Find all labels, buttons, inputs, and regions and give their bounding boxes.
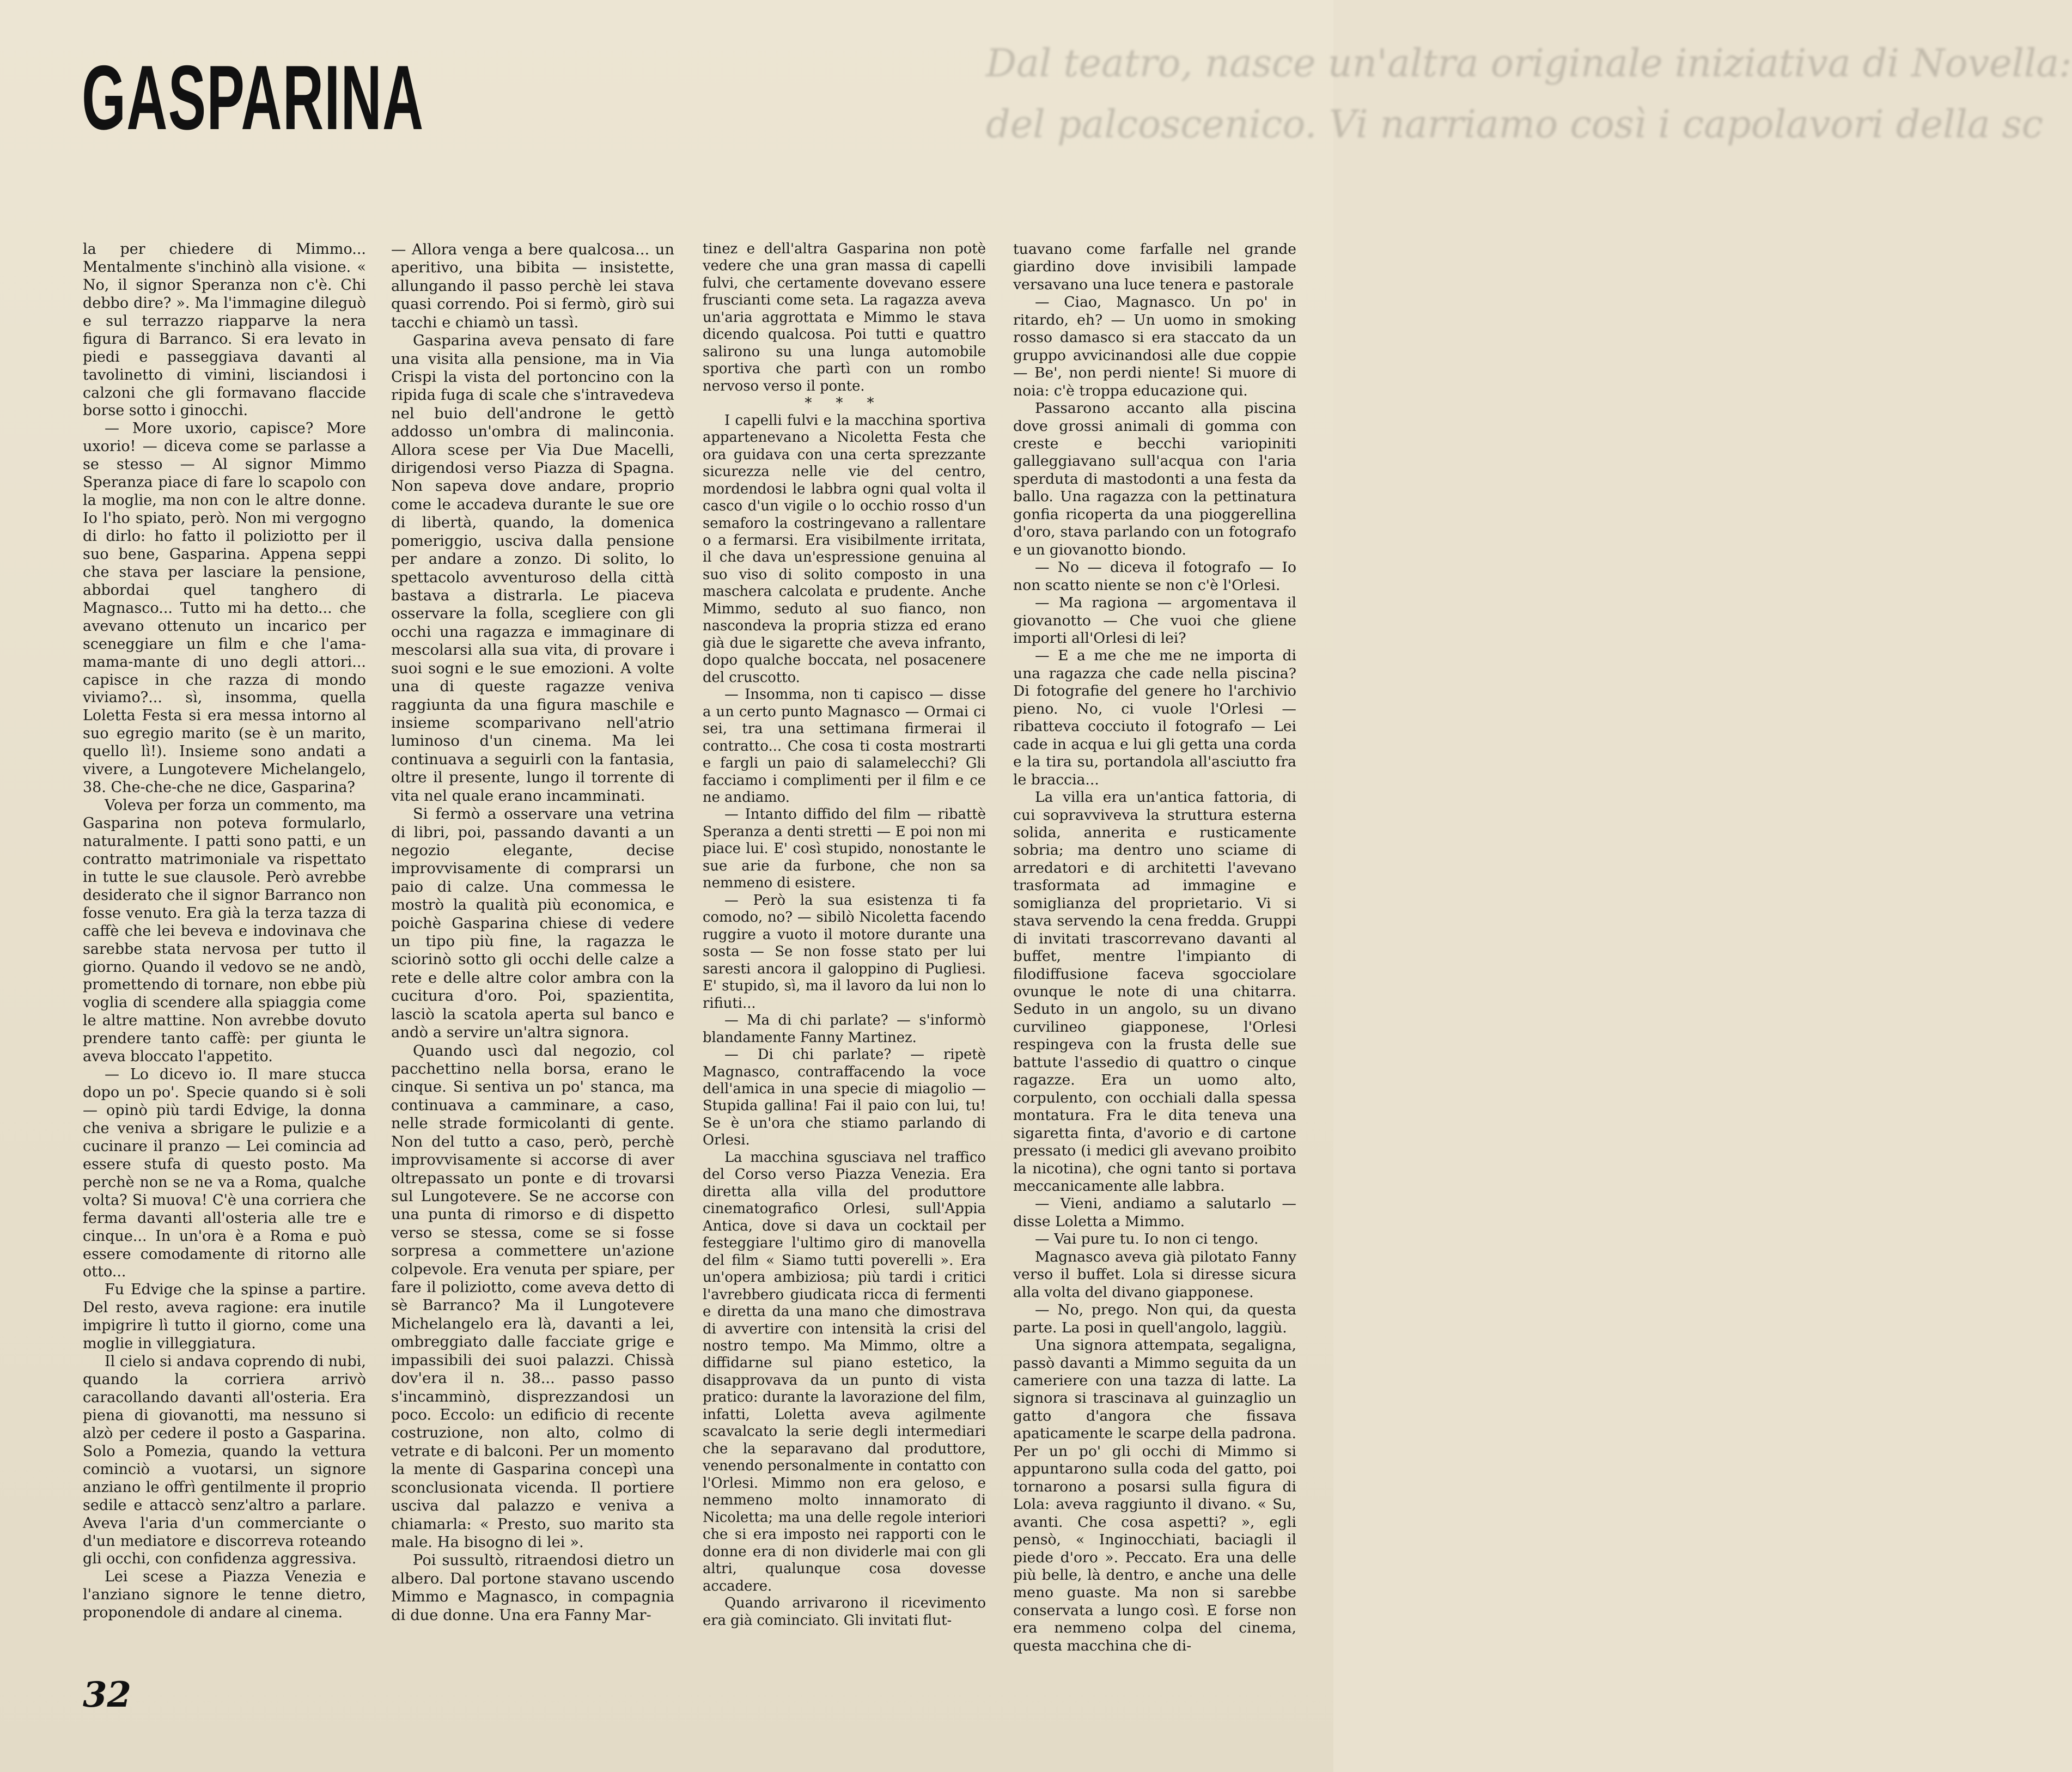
paragraph: Gasparina aveva pensato di fare una visita alla pensione, ma in Via Crispi la vista del portoncino con la ripida fuga di scale che s'intravedeva nel buio dell'androne le gettò addosso un'ombra di malinconia. Allora scese per Via Due Macelli, dirigendosi verso Piazza di Spagna. Non sapeva dove andare, proprio come le accadeva durante le sue ore di libertà, quando, la domenica pomeriggio, usciva dalla pensione per andare a zonzo. Di solito, lo spettacolo avventuroso della città bastava a distrarla. Le piaceva osservare la folla, scegliere con gli occhi una ragazza e immaginare di mescolarsi alla sua vita, di provare i suoi sogni e le sue emozioni. A volte una di queste ragazze veniva raggiunta da una figura maschile e insieme scomparivano nell'atrio luminoso d'un cinema. Ma lei continuava a seguirli con la fantasia, oltre il presente, lungo il torrente di vita nel quale erano incamminati. (391, 332, 674, 805)
text-column-3 (703, 241, 986, 1629)
paragraph: — E a me che me ne importa di una ragazza che cade nella piscina? Di fotografie del genere ho l'archivio pieno. No, ci vuole l'Orlesi — ribatteva cocciuto il fotografo — Lei cade in acqua e lui gli getta una corda e la tira su, portandola all'asciutto fra le braccia... (1013, 647, 1296, 788)
paragraph: La villa era un'antica fattoria, di cui sopravviveva la struttura esterna solida, annerita e rusticamente sobria; ma dentro uno sciame di arredatori e di architetti l'avevano trasformata ad immagine e somiglianza del proprietario. Vi si stava servendo la cena fredda. Gruppi di invitati trascorrevano davanti al buffet, mentre l'impianto di filodiffusione faceva sgocciolare ovunque le note di una chitarra. Seduto in un angolo, su un divano curvilineo giapponese, l'Orlesi respingeva con la frusta delle sue battute l'assedio di quattro o cinque ragazze. Era un uomo alto, corpulento, con occhiali dalla spessa montatura. Fra le dita teneva una sigaretta finta, d'avorio e di cartone pressato (i medici gli avevano proibito la nicotina), che ogni tanto si portava meccanicamente alle labbra. (1013, 789, 1296, 1195)
paragraph: — More uxorio, capisce? More uxorio! — diceva come se parlasse a se stesso — Al signor Mimmo Speranza piace di fare lo scapolo con la moglie, ma non con le altre donne. Io l'ho spiato, però. Non mi vergogno di dirlo: ho fatto il poliziotto per il suo bene, Gasparina. Appena seppi che stava per lasciare la pensione, abbordai quel tanghero di Magnasco... Tutto mi ha detto... che avevano ottenuto un incarico per sceneggiare un film e che l'ama-mama-mante di uno degli attori... capisce in che razza di mondo viviamo?... sì, insomma, quella Loletta Festa si era messa intorno al suo egregio marito (se è un marito, quello lì!). Insieme sono andati a vivere, a Lungotevere Michelangelo, 38. Che-che-che ne dice, Gasparina? (83, 420, 366, 796)
paragraph: — Ma ragiona — argomentava il giovanotto — Che vuoi che gliene importi all'Orlesi di lei? (1013, 594, 1296, 647)
paragraph: — Intanto diffido del film — ribattè Speranza a denti stretti — E poi non mi piace lui. E' così stupido, nonostante le sue arie da furbone, che non sa nemmeno di esistere. (703, 806, 986, 892)
paragraph: Passarono accanto alla piscina dove grossi animali di gomma con creste e becchi variopiniti galleggiavano sull'acqua con l'aria sperduta di mastodonti a una festa da ballo. Una ragazza con la pettinatura gonfia ricoperta da una pioggerellina d'oro, stava parlando con un fotografo e un giovanotto biondo. (1013, 400, 1296, 558)
faded-series-heading (986, 33, 2072, 155)
paragraph: Una signora attempata, segaligna, passò davanti a Mimmo seguita da un cameriere con una tazza di latte. La signora si trascinava al guinzaglio un gatto d'angora che fissava apaticamente le scarpe della padrona. Per un po' gli occhi di Mimmo si appuntarono sulla coda del gatto, poi tornarono a posarsi sulla figura di Lola: aveva raggiunto il divano. « Su, avanti. Che cosa aspetti? », egli pensò, « Inginocchiati, baciagli il piede d'oro ». Peccato. Era una delle più belle, là dentro, e anche una delle meno guaste. Ma non si sarebbe conservata a lungo così. E forse non era nemmeno colpa del cinema, questa macchina che di- (1013, 1337, 1296, 1654)
paragraph: La macchina sgusciava nel traffico del Corso verso Piazza Venezia. Era diretta alla villa del produttore cinematografico Orlesi, sull'Appia Antica, dove si dava un cocktail per festeggiare l'ultimo giro di manovella del film « Siamo tutti poverelli ». Era un'opera ambiziosa; più tardi i critici l'avrebbero giudicata ricca di fermenti e diretta da una mano che dimostrava di avvertire con intensità la crisi del nostro tempo. Ma Mimmo, oltre a diffidarne sul piano estetico, la disapprovava da un punto di vista pratico: durante la lavorazione del film, infatti, Loletta aveva agilmente scavalcato la serie degli intermediari che la separavano dal produttore, venendo personalmente in contatto con l'Orlesi. Mimmo non era geloso, e nemmeno molto innamorato di Nicoletta; ma una delle regole interiori che si era imposto nei rapporti con le donne era di non dividerle mai con gli altri, qualunque cosa dovesse accadere. (703, 1149, 986, 1594)
paragraph: — Ma di chi parlate? — s'informò blandamente Fanny Martinez. (703, 1012, 986, 1046)
paragraph: — No — diceva il fotografo — Io non scatto niente se non c'è l'Orlesi. (1013, 559, 1296, 594)
paragraph: Voleva per forza un commento, ma Gasparina non poteva formularlo, naturalmente. I patti sono patti, e un contratto matrimoniale va rispettato in tutte le sue clausole. Però avrebbe desiderato che il signor Barranco non fosse venuto. Era già la terza tazza di caffè che lei beveva e indovinava che sarebbe stata nervosa per tutto il giorno. Quando il vedovo se ne andò, promettendo di tornare, non ebbe più voglia di scendere alla spiaggia come le altre mattine. Non avrebbe dovuto prendere tanto caffè: per giunta le aveva bloccato l'appetito. (83, 797, 366, 1065)
paragraph: — Vieni, andiamo a salutarlo — disse Loletta a Mimmo. (1013, 1195, 1296, 1230)
paragraph: * * * (805, 395, 884, 412)
paragraph: — Lo dicevo io. Il mare stucca dopo un po'. Specie quando si è soli — opinò più tardi Edvige, la donna che veniva a sbrigare le pulizie e a cucinare il pranzo — Lei comincia ad essere stufa di questo posto. Ma perchè non se ne va a Roma, qualche volta? Si muova! C'è una corriera che ferma davanti all'osteria alle tre e cinque... In un'ora è a Roma e può essere comodamente di ritorno alle otto... (83, 1066, 366, 1281)
text-column-1 (83, 241, 366, 1622)
paragraph: Quando uscì dal negozio, col pacchettino nella borsa, erano le cinque. Si sentiva un po' stanca, ma continuava a camminare, a caso, nelle strade formicolanti di gente. Non del tutto a caso, però, perchè improvvisamente si accorse di aver oltrepassato un ponte e di trovarsi sul Lungotevere. Se ne accorse con una punta di rimorso e di dispetto verso se stessa, come se si fosse sorpresa a commettere un'azione colpevole. Era venuta per spiare, per fare il poliziotto, come aveva detto di sè Barranco? Ma il Lungotevere Michelangelo era là, davanti a lei, ombreggiato dalle facciate grige e impassibili dei suoi palazzi. Chissà dov'era il n. 38... passo passo s'incamminò, disprezzandosi un poco. Eccolo: un edificio di recente costruzione, non alto, colmo di vetrate e di balconi. Per un momento la mente di Gasparina concepì una sconclusionata vicenda. Il portiere usciva dal palazzo e veniva a chiamarla: « Presto, suo marito sta male. Ha bisogno di lei ». (391, 1042, 674, 1551)
paragraph: Quando arrivarono il ricevimento era già cominciato. Gli invitati flut- (703, 1595, 986, 1629)
paragraph: Si fermò a osservare una vetrina di libri, poi, passando davanti a un negozio elegante, decise improvvisamente di comprarsi un paio di calze. Una commessa le mostrò la qualità più economica, e poichè Gasparina chiese di vedere un tipo più fine, la ragazza le sciorinò sotto gli occhi delle calze a rete e delle altre color ambra con la cucitura d'oro. Poi, spazientita, lasciò la scatola aperta sul banco e andò a servire un'altra signora. (391, 806, 674, 1042)
paragraph: Fu Edvige che la spinse a partire. Del resto, aveva ragione: era inutile impigrire lì tutto il giorno, come una moglie in villeggiatura. (83, 1281, 366, 1353)
paragraph: — Allora venga a bere qualcosa... un aperitivo, una bibita — insistette, allungando il passo perchè lei stava quasi correndo. Poi si fermò, girò sui tacchi e chiamò un tassì. (391, 241, 674, 331)
paragraph: Il cielo si andava coprendo di nubi, quando la corriera arrivò caracollando davanti all'osteria. Era piena di giovanotti, ma nessuno si alzò per cedere il posto a Gasparina. Solo a Pomezia, quando la vettura cominciò a vuotarsi, un signore anziano le offrì gentilmente il proprio sedile e attaccò senz'altro a parlare. Aveva l'aria d'un commerciante o d'un mediatore e discorreva roteando gli occhi, con confidenza aggressiva. (83, 1353, 366, 1568)
paragraph: — Però la sua esistenza ti fa comodo, no? — sibilò Nicoletta facendo ruggire a vuoto il motore durante una sosta — Se non fosse stato per lui saresti ancora il galoppino di Pugliesi. E' stupido, sì, ma il lavoro da lui non lo rifiuti... (703, 892, 986, 1012)
faded-heading-line-2: del palcoscenico. Vi narriamo così i capolavori della sc (986, 102, 2043, 147)
paragraph: — Vai pure tu. Io non ci tengo. (1035, 1231, 1259, 1248)
text-column-4 (1013, 241, 1296, 1655)
paragraph: Lei scese a Piazza Venezia e l'anziano signore le tenne dietro, proponendole di andare al cinema. (83, 1568, 366, 1622)
paragraph: — No, prego. Non qui, da questa parte. La posi in quell'angolo, laggiù. (1013, 1301, 1296, 1336)
text-column-2 (391, 241, 674, 1624)
paragraph: — Ciao, Magnasco. Un po' in ritardo, eh? — Un uomo in smoking rosso damasco si era staccato da un gruppo avvicinandosi alle due coppie — Be', non perdi niente! Si muore di noia: c'è troppa educazione qui. (1013, 294, 1296, 399)
paragraph: I capelli fulvi e la macchina sportiva appartenevano a Nicoletta Festa che ora guidava con una certa sprezzante sicurezza nelle vie del centro, mordendosi le labbra ogni qual volta il casco d'un vigile o lo occhio rosso d'un semaforo la costringevano a rallentare o a fermarsi. Era visibilmente irritata, il che dava un'espressione genuina al suo viso di solito composto in una maschera calcolata e prudente. Anche Mimmo, seduto al suo fianco, non nascondeva la propria stizza ed erano già due le sigarette che aveva infranto, dopo qualche boccata, nel posacenere del cruscotto. (703, 412, 986, 686)
article-title: GASPARINA (82, 46, 424, 149)
page-number: 32 (83, 1674, 132, 1715)
paragraph: tuavano come farfalle nel grande giardino dove invisibili lampade versavano una luce tenera e pastorale (1013, 241, 1296, 293)
paragraph: — Di chi parlate? — ripetè Magnasco, contraffacendo la voce dell'amica in una specie di miagolio — Stupida gallina! Fai il paio con lui, tu! Se è un'ora che stiamo parlando di Orlesi. (703, 1046, 986, 1149)
paragraph: la per chiedere di Mimmo... Mentalmente s'inchinò alla visione. « No, il signor Speranza non c'è. Chi debbo dire? ». Ma l'immagine dileguò e sul terrazzo riapparve la nera figura di Barranco. Si era levato in piedi e passeggiava davanti al tavolinetto di vimini, lisciandosi i calzoni che gli formavano flaccide borse sotto i ginocchi. (83, 241, 366, 419)
paragraph: Magnasco aveva già pilotato Fanny verso il buffet. Lola si diresse sicura alla volta del divano giapponese. (1013, 1248, 1296, 1301)
paragraph: tinez e dell'altra Gasparina non potè vedere che una gran massa di capelli fulvi, che certamente dovevano essere fruscianti come seta. La ragazza aveva un'aria aggrottata e Mimmo le stava dicendo qualcosa. Poi tutti e quattro salirono su una lunga automobile sportiva che partì con un rombo nervoso verso il ponte. (703, 241, 986, 394)
faded-heading-line-1: Dal teatro, nasce un'altra originale iniziativa di Novella: (986, 41, 2072, 86)
paragraph: — Insomma, non ti capisco — disse a un certo punto Magnasco — Ormai ci sei, tra una settimana firmerai il contratto... Che cosa ti costa mostrarti e fargli un paio di salamelecchi? Gli facciamo i complimenti per il film e ce ne andiamo. (703, 686, 986, 806)
paragraph: Poi sussultò, ritraendosi dietro un albero. Dal portone stavano uscendo Mimmo e Magnasco, in compagnia di due donne. Una era Fanny Mar- (391, 1552, 674, 1624)
